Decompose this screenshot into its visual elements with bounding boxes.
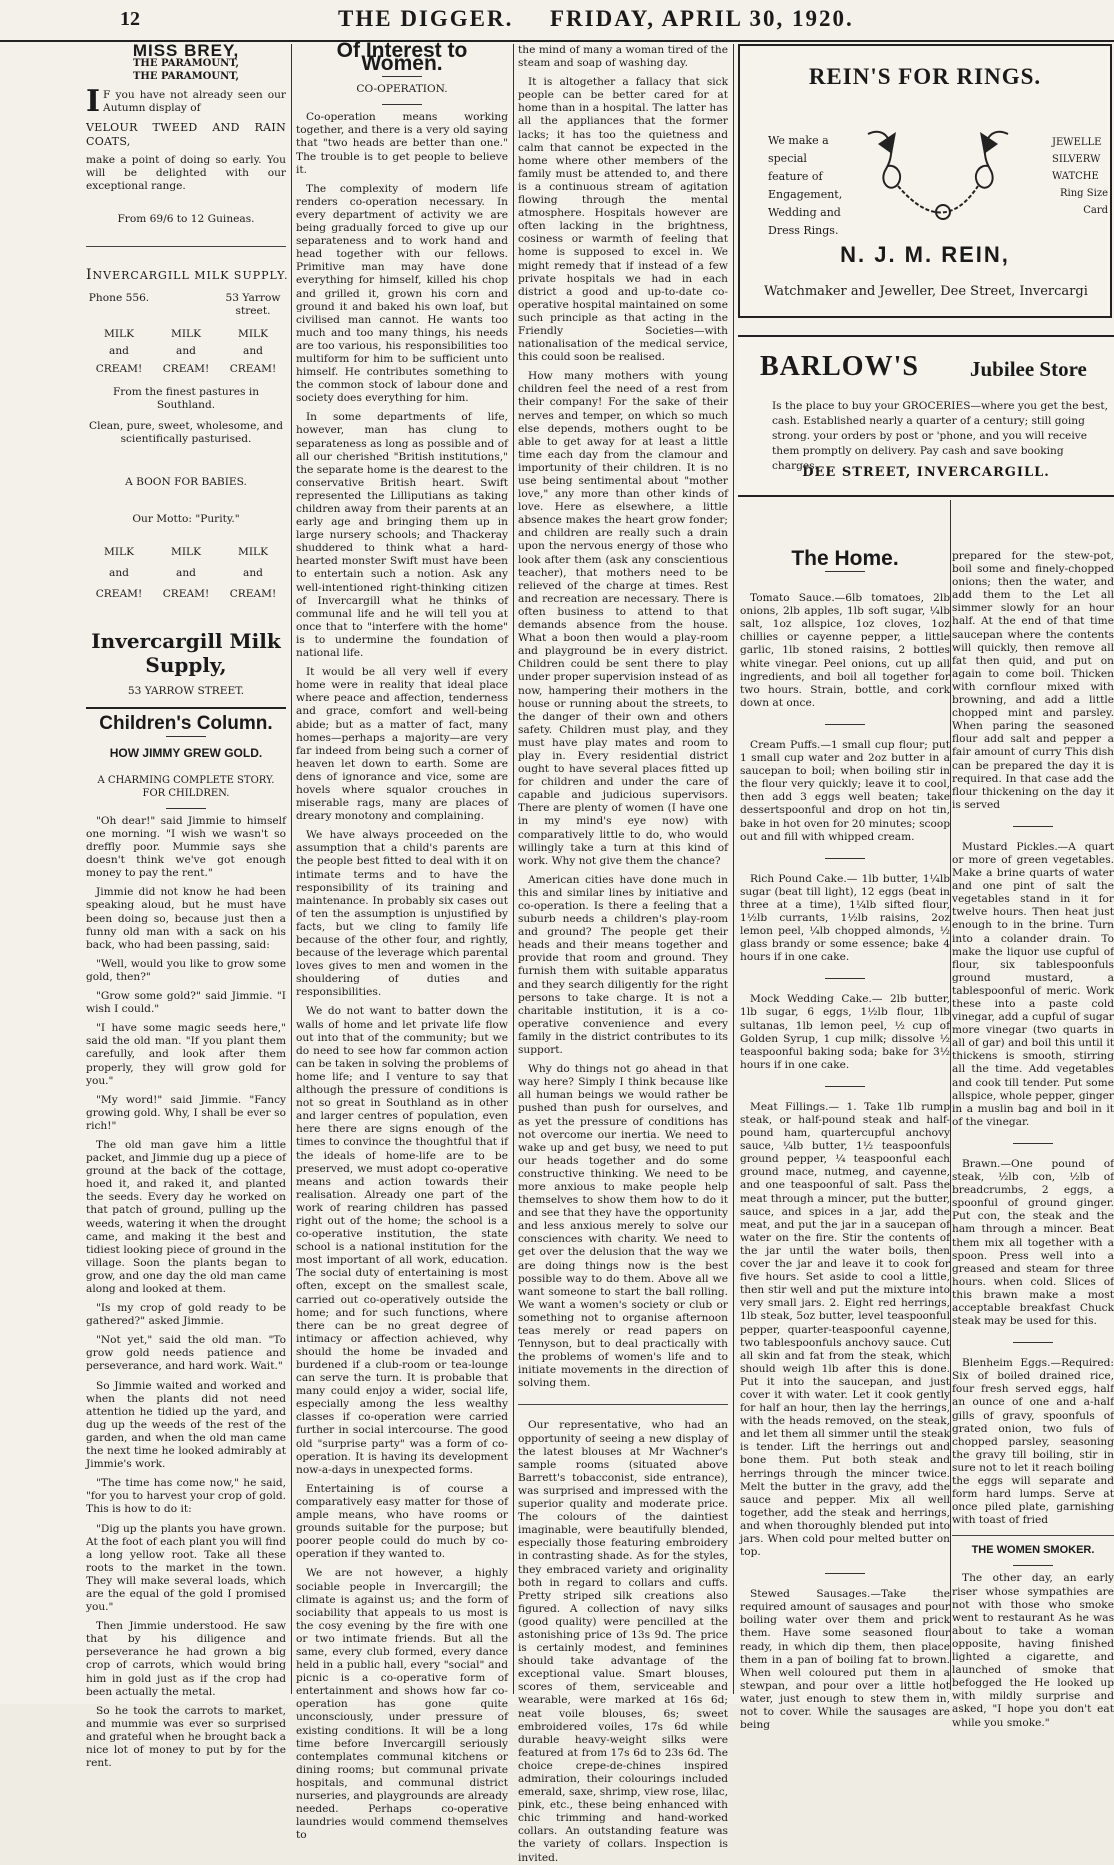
story-paragraph: "The time has come now," he said, "for you to harvest your crop of gold. This is how to do it: — [86, 1477, 286, 1516]
newspaper-title: THE DIGGER. — [338, 6, 514, 31]
rein-right-line: Ring Size — [1060, 188, 1108, 199]
milk-word: MILK — [171, 546, 201, 559]
article-paragraph: It is altogether a fallacy that sick people can be better cared for at home than in a hospital. The latter has all the appliances that the former lacks; it has too the quietness and calm that cannot be expected in the home where other members of the family must be attended to, and there is a continuous stream of agitation flowing through the mental atmosphere. Hospitals however are often lacking in the brightness, cosiness or warmth of feeling that home is supposed to excel in. We might remedy that if instead of a few private hospitals we had in each district a good and up-to-date co-operative hospital maintained on some such principle as that acting in the Friendly Societies—with nationalisation of the medical service, this could soon be realised. — [518, 76, 728, 364]
ornament — [825, 978, 865, 979]
milk-word: MILK — [104, 546, 134, 559]
rein-right-line: SILVERW — [1052, 154, 1101, 165]
story-paragraph: Then Jimmie understood. He saw that by his diligence and perseverance he had grown a big crop of carrots, which would bring him in gold just as if the crop had been actually the metal. — [86, 1620, 286, 1698]
article-paragraph: It would be all very well if every home were in reality that ideal place where peace and affection, tenderness and grace, comfort and well-being abide; but as a matter of fact, many homes—perhaps a majority—are very far indeed from being such a corner of heaven let down to earth. Some are dens of ignorance and vice, some are hovels where squalor crouches in miserable rags, many are places of dreary monotony and complaining. — [296, 666, 508, 823]
ornament — [166, 736, 206, 737]
story-paragraph: So Jimmie waited and worked and when the plants did not need attention he tidied up the yard, and dug up the weeds of the rest of the garden, and when the old man came the next time he looked admirably at Jimmie's work. — [86, 1379, 286, 1471]
recipe: Brawn.—One pound of steak, ½lb con, ½lb of breadcrumbs, 2 eggs, a spoonful of ground ginger. Put con, the steak and the ham through a mincer. Beat them mix all together with a spoon. Press well into a greased and steam for three hours. when cold. Slices of this brawn make a most acceptable breakfast Chuck steak may be used for this. — [952, 1157, 1114, 1328]
ornament — [825, 858, 865, 859]
brey-intro: F you have not already seen our Autumn display of — [103, 89, 286, 115]
and-word: and — [243, 345, 263, 358]
women-heading: Of Interest to Women. — [336, 39, 468, 76]
rein-trade: Watchmaker and Jeweller, Dee Street, Invercargi — [764, 284, 1088, 299]
story-paragraph: "Is my crop of gold ready to be gathered?" asked Jimmie. — [86, 1302, 286, 1328]
story-paragraph: "Grow some gold?" said Jimmie. "I wish I could." — [86, 990, 286, 1016]
article-paragraph: Co-operation means working together, and there is a very old saying that "two heads are better than one." The trouble is to get people to believe it. — [296, 111, 508, 176]
article-paragraph: Entertaining is of course a comparatively easy matter for those of ample means, who have rooms or grounds suitable for the purpose; but poorer people could do much by co-operation if they wanted to. — [296, 1482, 508, 1561]
column-2 — [296, 39, 508, 1842]
ornament — [825, 571, 865, 572]
cream-word: CREAM! — [95, 362, 143, 375]
story-paragraph: "Dig up the plants you have grown. At the foot of each plant you will find a long yellow root. Take all these roots to the market in the town. They will make several loads, which are the equal of the gold I promised you." — [86, 1522, 286, 1614]
milk-motto: Our Motto: "Purity." — [132, 513, 240, 526]
milk-pastures: From the finest pastures in Southland. — [112, 385, 260, 411]
article-paragraph: We do not want to batter down the walls of home and let private life flow out into that of the community; but we do need to see how far common action can be taken in solving the problems of home life; and I venture to say that although the pressure of conditions is not so great in Southland as in other and larger centres of population, even here there are signs enough of the times to convince the thoughtful that if the ideals of home-life are to be preserved, we must adopt co-operative means and action towards their realisation. Already one part of the work of rearing children has passed right out of the home; the school is a co-operative institution, the state school is a national institution for the most important of all work, education. The social duty of entertaining is most often, except on the smallest scale, carried out co-operatively outside the home; and for such functions, where there can be no great degree of intimacy or affection achieved, why should the home be invaded and burdened if a club-room or tea-lounge can serve the turn. It is probable that many could enjoy a wider, social life, especially among the less wealthy classes if co-operation were carried further in social intercourse. The good old "surprise party" was a form of co-operation. It is having its development now-a-days in unexpected forms. — [296, 1005, 508, 1476]
story-paragraph: "Oh dear!" said Jimmie to himself one morning. "I wish we wasn't so dreffly poor. Mummie says she doesn't think we've got enough money to pay the rent." — [86, 814, 286, 880]
cream-word: CREAM! — [162, 362, 210, 375]
blouses-paragraph: Our representative, who had an opportunity of seeing a new display of the latest blouses at Mr Wachner's sample rooms (situated above Barrett's tobacconist, side entrance), was surprised and impressed with the superior quality and moderate price. The colours of the daintiest imaginable, were beautifully blended, especially those featuring embroidery in contrasting shade. As for the styles, they embraced variety and originality both in regard to collars and cuffs. Pretty striped silk creations also figured. A collection of navy silks (good quality) were pencilled at the astonishing price of 13s 9d. The price is certainly modest, and feminines should take advantage of the exceptional value. Smart blouses, scores of them, serviceable and wearable, were marked at 16s 6d; neat voile blouses, 6s; sweet embroidered voiles, 17s 6d while durable heavy-weight silks were featured at from 17s 6d to 23s 6d. The choice crepe-de-chines inspired admiration, their colourings included emerald, saxe, shrimp, view rose, lilac, pink, etc., these being enhanced with chic trimming and hand-worked collars. An outstanding feature was the variety of collars. Inspection is invited. — [518, 1419, 728, 1864]
rein-name: N. J. M. REIN, — [840, 242, 1010, 267]
ornament — [382, 76, 422, 77]
cream-word: CREAM! — [229, 588, 277, 601]
ornament — [382, 104, 422, 105]
article-paragraph: In some departments of life, however, man has clung to separateness as long as possible and of all our cherished "British institutions," the separate home is the dearest to the conservative British heart. Swift represented the Lilliputians as taking children away from their parents at an early age and bringing them up in large nursery schools; and Thackeray shuddered to think what a hard-hearted monster Swift must have been to entertain such a notion. Ask any well-intentioned right-thinking citizen of Invercargill what he thinks of communal life and he will tell you at once that to "interfere with the home" is to undermine the foundation of national life. — [296, 411, 508, 660]
story-paragraph: The old man gave him a little packet, and Jimmie dug up a piece of ground at the back of the cottage, hoed it, and raked it, and planted the seeds. Every day he worked on that patch of ground, pulling up the weeds, watering it when the drought came, and making it the best and tidiest looking piece of ground in the village. Soon the plants began to grow, and one day the old man came along and looked at them. — [86, 1138, 286, 1295]
milk-heading: NVERCARGILL MILK SUPPLY. — [92, 269, 289, 283]
brey-body: make a point of doing so early. You will be delighted with our exceptional range. — [86, 153, 286, 192]
rein-left-text: We make a special feature of Engagement, Wedding and Dress Rings. — [768, 134, 843, 237]
cream-word: CREAM! — [229, 362, 277, 375]
article-paragraph: the mind of many a woman tired of the steam and soap of washing day. — [518, 44, 728, 70]
and-word: and — [109, 567, 129, 580]
article-paragraph: American cities have done much in this and similar lines by initiative and co-operation. Is there a feeling that a suburb needs a children's play-room and ground? The people get their heads and their means together and provide that room and ground. They furnish them with suitable apparatus and they search diligently for the right persons to take charge. It is not a charitable institution, it is a co-operative convenience and every family in the district contributes to its support. — [518, 873, 728, 1057]
rein-right-text — [1052, 134, 1108, 219]
milk-word: MILK — [104, 328, 134, 341]
brey-name: MISS BREY, — [132, 41, 240, 60]
women-subheading: CO-OPERATION. — [356, 83, 448, 96]
barlow-store: Jubilee Store — [970, 357, 1087, 381]
ornament — [825, 724, 865, 725]
recipe: prepared for the stew-pot, boil some and finely-chopped onions; then the water, and add them to the Let all simmer slowly for an hour half. At the end of that time saucepan where the contents will quickly, then remove all fat then quid, and put on again to come boil. Thicken with cornflour mixed with browning, and add a little chopped mint and parsley. When paring the seasoned flour add salt and pepper a fair amount of curry This dish can be prepared the day it is required. In that case add the flour thickening on the day it is served — [952, 550, 1114, 811]
recipe: Mustard Pickles.—A quart or more of green vegetables. Make a brine quarts of water and one pint of salt the vegetables stand in it for twelve hours. Then heat just enough to in the brine. Turn into a colander drain. To make the liquor use cupful of flour, six tablespoonfuls ground mustard, a tablespoonful of meric. Work these into a paste cold vinegar, add a cupful of sugar more vinegar (two quarts in all of gar) and boil this until it thickens is smooth, stirring all the time. Add vegetables and cook till tender. Put some allspice, whole pepper, ginger in a muslin bag and boil in it of the vinegar. — [952, 840, 1114, 1128]
recipe: Stewed Sausages.—Take the required amount of sausages and pour boiling water over them and prick them. Have some seasoned flour ready, in which dip them, then place them in a pan of boiling fat to brown. When well coloured put them in a stewpan, and pour over a little hot water, just enough to stew them in, not to cover. While the sausages are being — [740, 1588, 950, 1732]
home-heading: The Home. — [791, 547, 899, 570]
rein-right-line: JEWELLE — [1052, 137, 1102, 148]
story-subtitle: A CHARMING COMPLETE STORY. FOR CHILDREN. — [97, 774, 275, 799]
article-paragraph: We have always proceeded on the assumption that a child's parents are the people best fitted to deal with it on intimate terms and to have the responsibility of its training and maintenance. In probably six cases out of ten the assumption is unjustified by facts, but we cling to family life because of the other four, and rightly, because of the leverage which parental loves gives to men and women in the shouldering of duties and responsibilities. — [296, 829, 508, 999]
story-paragraph: "I have some magic seeds here," said the old man. "If you plant them carefully, and look after them properly, they will grow gold for you." — [86, 1022, 286, 1087]
rein-heading: REIN'S FOR RINGS. — [808, 64, 1042, 89]
brey-price: From 69/6 to 12 Guineas. — [117, 212, 255, 225]
column-rule — [733, 44, 734, 1694]
masthead — [0, 0, 1114, 42]
divider — [86, 707, 286, 709]
ornament — [1013, 1143, 1053, 1144]
milk-phone: Phone 556. — [88, 292, 150, 305]
divider — [952, 1535, 1114, 1536]
column-rule — [291, 44, 292, 1694]
recipe: Tomato Sauce.—6lb tomatoes, 2lb onions, 2lb apples, 1lb soft sugar, ¼lb salt, 1oz allspice, 1oz cloves, 1oz chillies or cayenne pepper, a little garlic, 1lb stoned raisins, 2 bottles white vinegar. Peel onions, cut up all ingredients, and boil all together for two hours. Strain, bottle, and cork down at once. — [740, 592, 950, 709]
story-paragraph: "Well, would you like to grow some gold, then?" — [86, 957, 286, 983]
and-word: and — [243, 567, 263, 580]
divider — [86, 246, 286, 247]
article-paragraph: Why do things not go ahead in that way here? Simply I think because like all human beings we would rather be pushed than push for ourselves, and as yet the pressure of conditions has not overcome our inertia. We need to wake up and get busy, we need to put our heads together and do some constructive thinking. We need to be more anxious to make people help themselves to show them how to do it and see that they have the opportunity and less anxious merely to solve our consciences with charity. We need to get over the delusion that the way we are doing things now is the best possible way to do them. Above all we want someone to start the ball rolling. We want a women's society or club or something not to organise afternoon teas merely or read papers on Tennyson, but to deal practically with the problems of women's life and to initiate movements in the direction of solving them. — [518, 1063, 728, 1390]
divider — [518, 1404, 728, 1405]
childrens-column — [86, 712, 286, 1771]
recipe: Mock Wedding Cake.— 2lb butter, 1lb sugar, 6 eggs, 1½lb flour, 1lb sultanas, 1lb lemon peel, ½ cup of Golden Syrup, 1 cup milk; dissolve ½ teaspoonful baking soda; bake for 3½ hours if in one cake. — [740, 993, 950, 1071]
brey-advert — [86, 41, 286, 226]
ornament — [825, 1086, 865, 1087]
cream-word: CREAM! — [162, 588, 210, 601]
story-paragraph: "My word!" said Jimmie. "Fancy growing gold. Why, I shall be ever so rich!" — [86, 1093, 286, 1132]
ornament — [166, 808, 206, 809]
column-rule — [513, 44, 514, 1694]
drop-cap: I — [86, 84, 101, 120]
page-number: 12 — [120, 8, 140, 30]
and-word: and — [109, 345, 129, 358]
story-title: HOW JIMMY GREW GOLD. — [109, 745, 263, 760]
article-paragraph: The complexity of modern life renders co-operation necessary. In every department of activity we are being gradually forced to give up our separateness and to work hand and head together with our fellows. Primitive man may have done everything for himself, killed his chop and grilled it, grown his corn and ground it and baked his own loaf, but civilised man cannot. He wants too much and too many things, his needs are too various, his responsibilities too multiform for him to be sufficient unto himself. He contributes something to the common stock of labour done and society does everything for him. — [296, 182, 508, 405]
recipe: Blenheim Eggs.—Required: Six of boiled drained rice, four fresh served eggs, half an ounce of one and a-half gills of gravy, spoonfuls of grated onion, two fuls of chopped parsley, seasoning the gravy till boiling, stir in sure not to let it reach boiling the eggs will separate and form hard lumps. Serve at once piled plate, garnishing with toast of fried — [952, 1357, 1114, 1527]
column-rule — [950, 500, 951, 1690]
article-paragraph: We are not however, a highly sociable people in Invercargill; the climate is against us; and the form of sociability that appeals to us most is the cosy evening by the fire with one or two intimate friends. But all the same, every club formed, every dance held in a public hall, every "social" and picnic is a co-operative form of entertainment and shows how far co-operation has gone quite unconsciously, under pressure of existing conditions. It will be a long time before Invercargill seriously contemplates communal kitchens or dining rooms; but communal private hospitals, and communal district nurseries, and playgrounds are already needed. Perhaps co-operative laundries would commend themselves to — [296, 1567, 508, 1842]
milk-boon: A BOON FOR BABIES. — [125, 475, 247, 488]
milk-qualities: Clean, pure, sweet, wholesome, and scientifically pasturised. — [88, 419, 284, 445]
rein-advert — [738, 44, 1112, 318]
brey-product: VELOUR TWEED AND RAIN COATS, — [86, 121, 286, 148]
column-3 — [518, 44, 728, 1864]
milk-street: 53 YARROW STREET. — [127, 685, 245, 698]
cream-word: CREAM! — [95, 588, 143, 601]
and-word: and — [176, 567, 196, 580]
milk-word: MILK — [238, 546, 268, 559]
column-4 — [740, 500, 950, 1732]
ornament — [1013, 826, 1053, 827]
barlow-advert — [738, 335, 1114, 497]
story-paragraph: Jimmie did not know he had been speaking aloud, but he must have been doing so, because just then a funny old man with a sack on his back, who had been passing, said: — [86, 886, 286, 951]
childrens-heading: Children's Column. — [99, 712, 273, 734]
story-paragraph: "Not yet," said the old man. "To grow gold needs patience and perseverance, and hard work. Wait." — [86, 1334, 286, 1373]
brey-line2: THE PARAMOUNT, — [132, 71, 240, 83]
recipe: Cream Puffs.—1 small cup flour; put 1 small cup water and 2oz butter in a saucepan to boil; when boiling stir in the flour very quickly; leave it to cool, then add 3 eggs well beaten; take dessertspoonful and drop on hot tin, bake in hot oven for 20 minutes; scoop out and fill with whipped cream. — [740, 738, 950, 843]
recipe: Meat Fillings.— 1. Take 1lb rump steak, or half-pound steak and half-pound ham, quartercupful anchovy sauce, ¼lb butter, 1½ teaspoonfuls ground pepper, ¼ teaspoonful each ground mace, nutmeg, and cayenne, and one teaspoonful of salt. Pass the meat through a mincer, put the butter, sauce, and spices in a jar, add the meat, and put the jar in a saucepan of water on the fire. Stir the contents of the jar until the water boils, then cover the jar and leave it to cook for five hours. Set aside to cool a little, then stir well and put the mixture into very small jars. 2. Eight red herrings, 1lb steak, 5oz butter, level teaspoonful pepper, quarter-teaspoonful cayenne, two tablespoonfuls anchovy sauce. Cut all skin and fat from the steak, which should weigh 1lb after this is done. Put it into the saucepan, and just cover it with water. Let it cook gently for half an hour, then lay the herrings, with the heads removed, on the steak, and let them all simmer until the steak is tender. Lift the herrings out and bone them. Put both steak and herrings through the mincer twice. Melt the butter in the gravy, add the sauce and pepper. Mix all well together, add the steak and herrings, and when thoroughly blended put into jars. When cold pour melted butter on top. — [740, 1100, 950, 1559]
milk-word: MILK — [238, 328, 268, 341]
article-paragraph: How many mothers with young children feel the need of a rest from their company! For the sake of their nerves and temper, on which so much else depends, mothers ought to be able to get away for at least a little time each day from the clamour and importunity of their children. It is no use being sentimental about "mother love," any more than other kinds of love. Here as elsewhere, a little absence makes the heart grow fonder; and children are really such a drain upon the nervous energy of those who look after them (ask any conscientious teacher), that mothers need to be relieved of the charge at times. Rest and recreation are necessary. There is often business to attend to that demands absence from the house. What a boon then would a play-room and playground be in every district. Children could be sent there to play under proper supervision instead of as now, hampering their mothers in the house or running about the streets, to the danger of their own and others safety. Children must play, and they must have play mates and room to play in. Every residential district ought to have several places fitted up for children and under the care of capable and judicious supervisors. There are plenty of women (I have one in my mind's eye now) with comparatively little to do, who would willingly take a turn at this kind of work. Why not give them the chance? — [518, 370, 728, 867]
ornament — [1013, 1342, 1053, 1343]
barlow-body: Is the place to buy your GROCERIES—where you get the best, cash. Established nearly a quarter of a century; still going strong. your orders by post or 'phone, and you will receive them promptly on delivery. Pay cash and save booking charges. — [772, 400, 1108, 472]
birds-ring-icon — [848, 114, 1038, 234]
recipe: Rich Pound Cake.— 1lb butter, 1¼lb sugar (beat till light), 12 eggs (beat in three at a time), 1¼lb sifted flour, 1½lb currants, 1½lb raisins, 2oz lemon peel, ¼lb chopped almonds, ½ glass brandy or some essence; bake 4 hours if in one cake. — [740, 872, 950, 964]
milk-address: 53 Yarrow street. — [225, 292, 281, 318]
drop-cap: I — [86, 267, 93, 284]
barlow-name: BARLOW'S — [760, 351, 919, 382]
rein-right-line: WATCHE — [1052, 171, 1099, 182]
brey-line1: THE PARAMOUNT, — [132, 58, 240, 70]
column-1 — [86, 41, 289, 1770]
issue-date: FRIDAY, APRIL 30, 1920. — [550, 6, 854, 31]
smoker-paragraph: The other day, an early riser whose sympathies are not with those who smoke went to restaurant As he was about to take a woman opposite, having finished lighted a cigarette, and launched of smoke that befogged the He looked up with mildly surprise and asked, "I hope you don't eat while you smoke." — [952, 1572, 1114, 1729]
ornament — [825, 1573, 865, 1574]
milk-word: MILK — [171, 328, 201, 341]
barlow-address: DEE STREET, INVERCARGILL. — [802, 465, 1050, 480]
milk-advert — [86, 267, 289, 699]
smoker-heading: THE WOMEN SMOKER. — [971, 1544, 1095, 1557]
story-paragraph: So he took the carrots to market, and mummie was ever so surprised and grateful when he brought back a nice lot of money to put by for the rent. — [86, 1704, 286, 1770]
column-5 — [952, 550, 1114, 1729]
milk-brand-line1: Invercargill Milk — [91, 629, 281, 654]
rein-right-line: Card — [1083, 205, 1108, 216]
milk-brand-line2: Supply, — [145, 653, 227, 678]
ornament — [1013, 1565, 1053, 1566]
and-word: and — [176, 345, 196, 358]
